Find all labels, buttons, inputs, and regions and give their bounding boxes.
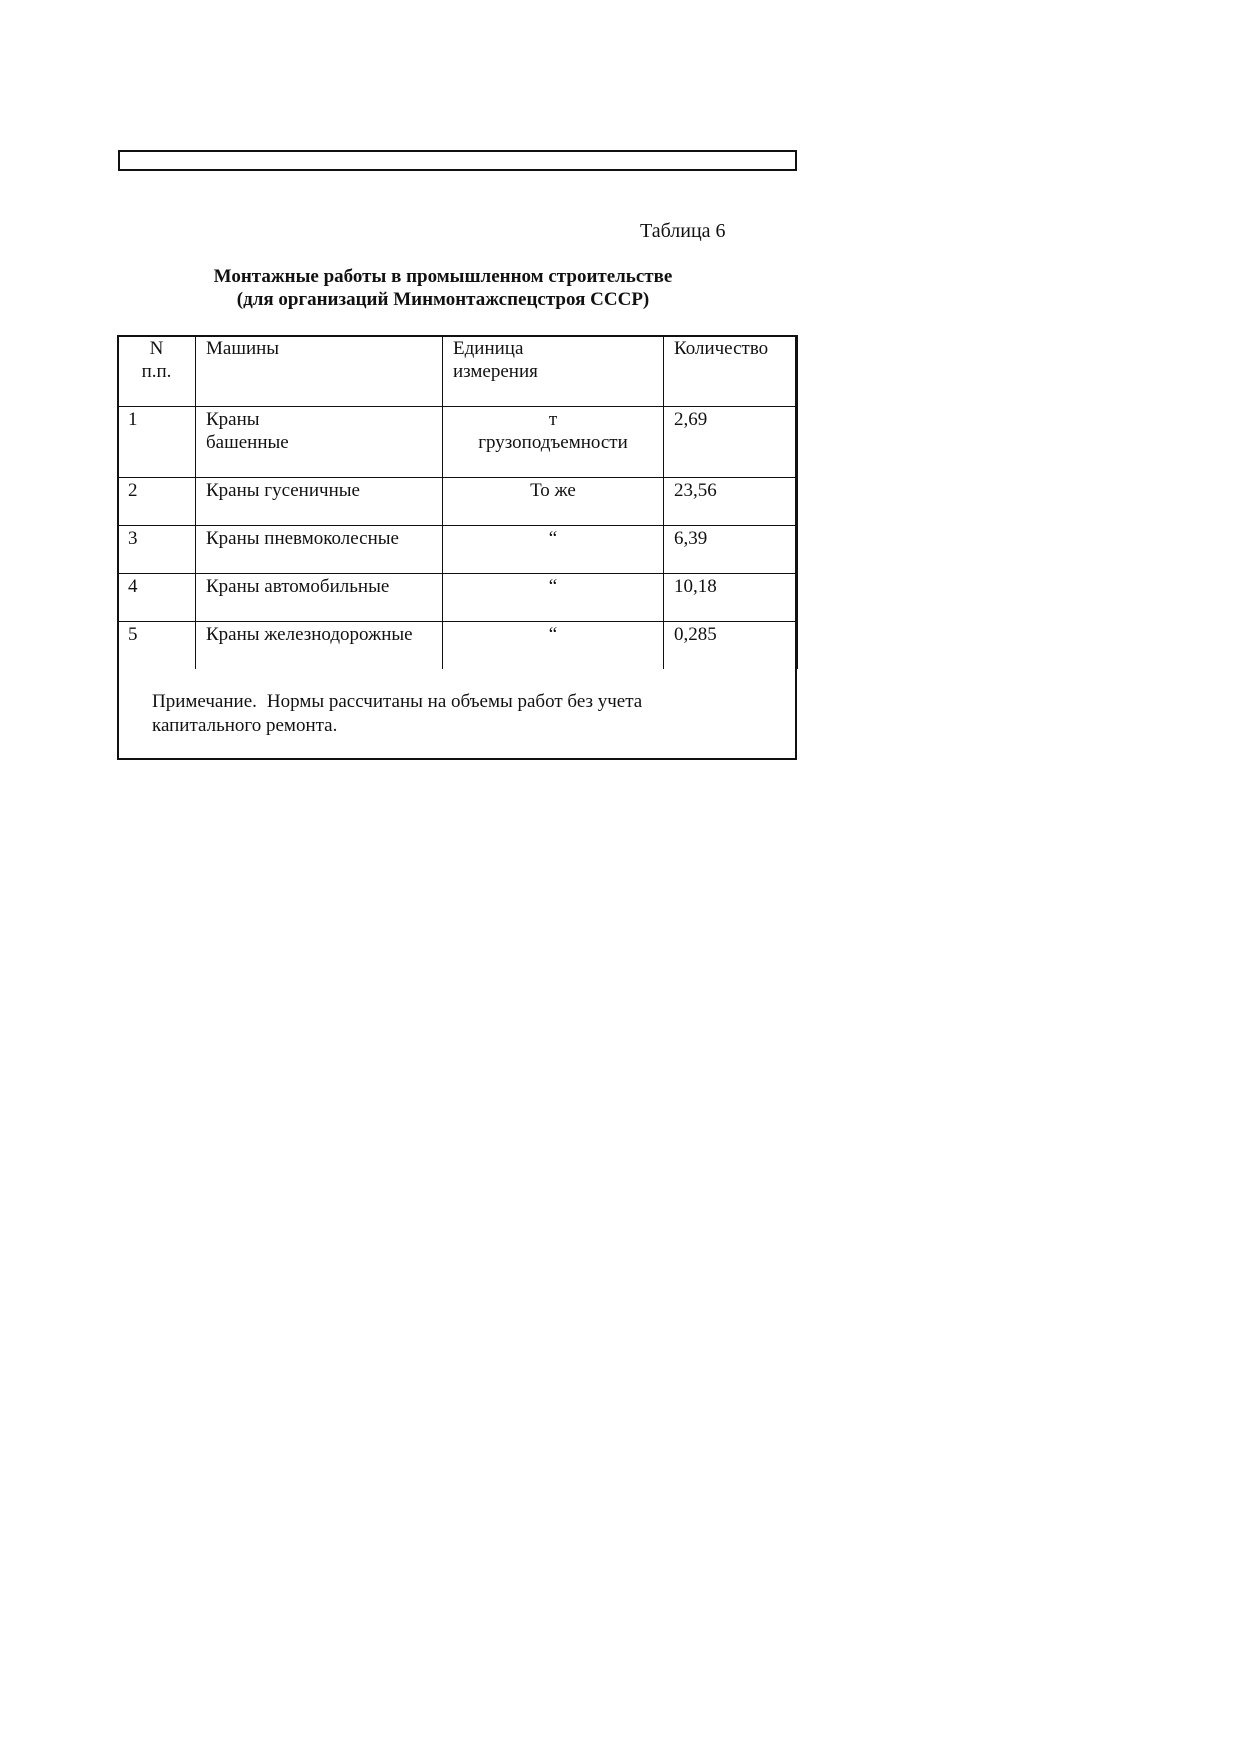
table-number-label: Таблица 6 — [640, 220, 726, 242]
cell-num: 1 — [118, 407, 196, 478]
title-line-1: Монтажные работы в промышленном строительстве — [213, 266, 673, 287]
table-title — [118, 265, 768, 311]
table-note — [152, 690, 712, 738]
cell-num: 2 — [118, 478, 196, 526]
cell-quantity: 0,285 — [664, 622, 798, 670]
cell-unit-line-1: т — [548, 409, 558, 430]
cell-machine-line-1: Краны — [206, 409, 260, 430]
cell-unit: “ — [443, 526, 664, 574]
cell-unit: “ — [443, 574, 664, 622]
header-num-line-2: п.п. — [141, 361, 172, 382]
note-text-1: Нормы рассчитаны на объемы работ без учета — [266, 691, 643, 712]
table-row — [118, 478, 798, 526]
cell-quantity: 23,56 — [664, 478, 798, 526]
cell-num: 3 — [118, 526, 196, 574]
table-row — [118, 407, 798, 478]
header-unit-line-2: измерения — [453, 361, 538, 382]
cell-machine — [196, 407, 443, 478]
header-machines: Машины — [196, 336, 443, 407]
cell-machine: Краны автомобильные — [196, 574, 443, 622]
header-unit — [443, 336, 664, 407]
cell-unit-line-2: грузоподъемности — [478, 432, 628, 453]
header-num-line-1: N — [149, 338, 164, 359]
table-header-row — [118, 336, 798, 407]
cell-machine: Краны гусеничные — [196, 478, 443, 526]
cell-num: 4 — [118, 574, 196, 622]
cell-quantity: 2,69 — [664, 407, 798, 478]
table-row — [118, 622, 798, 670]
cell-machine: Краны железнодорожные — [196, 622, 443, 670]
cell-machine-line-2: башенные — [206, 432, 289, 453]
table-row — [118, 574, 798, 622]
cell-num: 5 — [118, 622, 196, 670]
machines-table — [117, 335, 798, 669]
header-num — [118, 336, 196, 407]
note-label: Примечание. — [152, 691, 257, 712]
note-line-2: капитального ремонта. — [152, 715, 338, 736]
cell-unit: То же — [443, 478, 664, 526]
cell-unit: “ — [443, 622, 664, 670]
header-unit-line-1: Единица — [453, 338, 524, 359]
cell-unit — [443, 407, 664, 478]
cell-machine: Краны пневмоколесные — [196, 526, 443, 574]
header-quantity: Количество — [664, 336, 798, 407]
table-row — [118, 526, 798, 574]
header-frame — [118, 150, 797, 171]
title-line-2: (для организаций Минмонтажспецстроя СССР) — [236, 289, 650, 310]
cell-quantity: 6,39 — [664, 526, 798, 574]
note-line-1 — [152, 690, 712, 714]
cell-quantity: 10,18 — [664, 574, 798, 622]
